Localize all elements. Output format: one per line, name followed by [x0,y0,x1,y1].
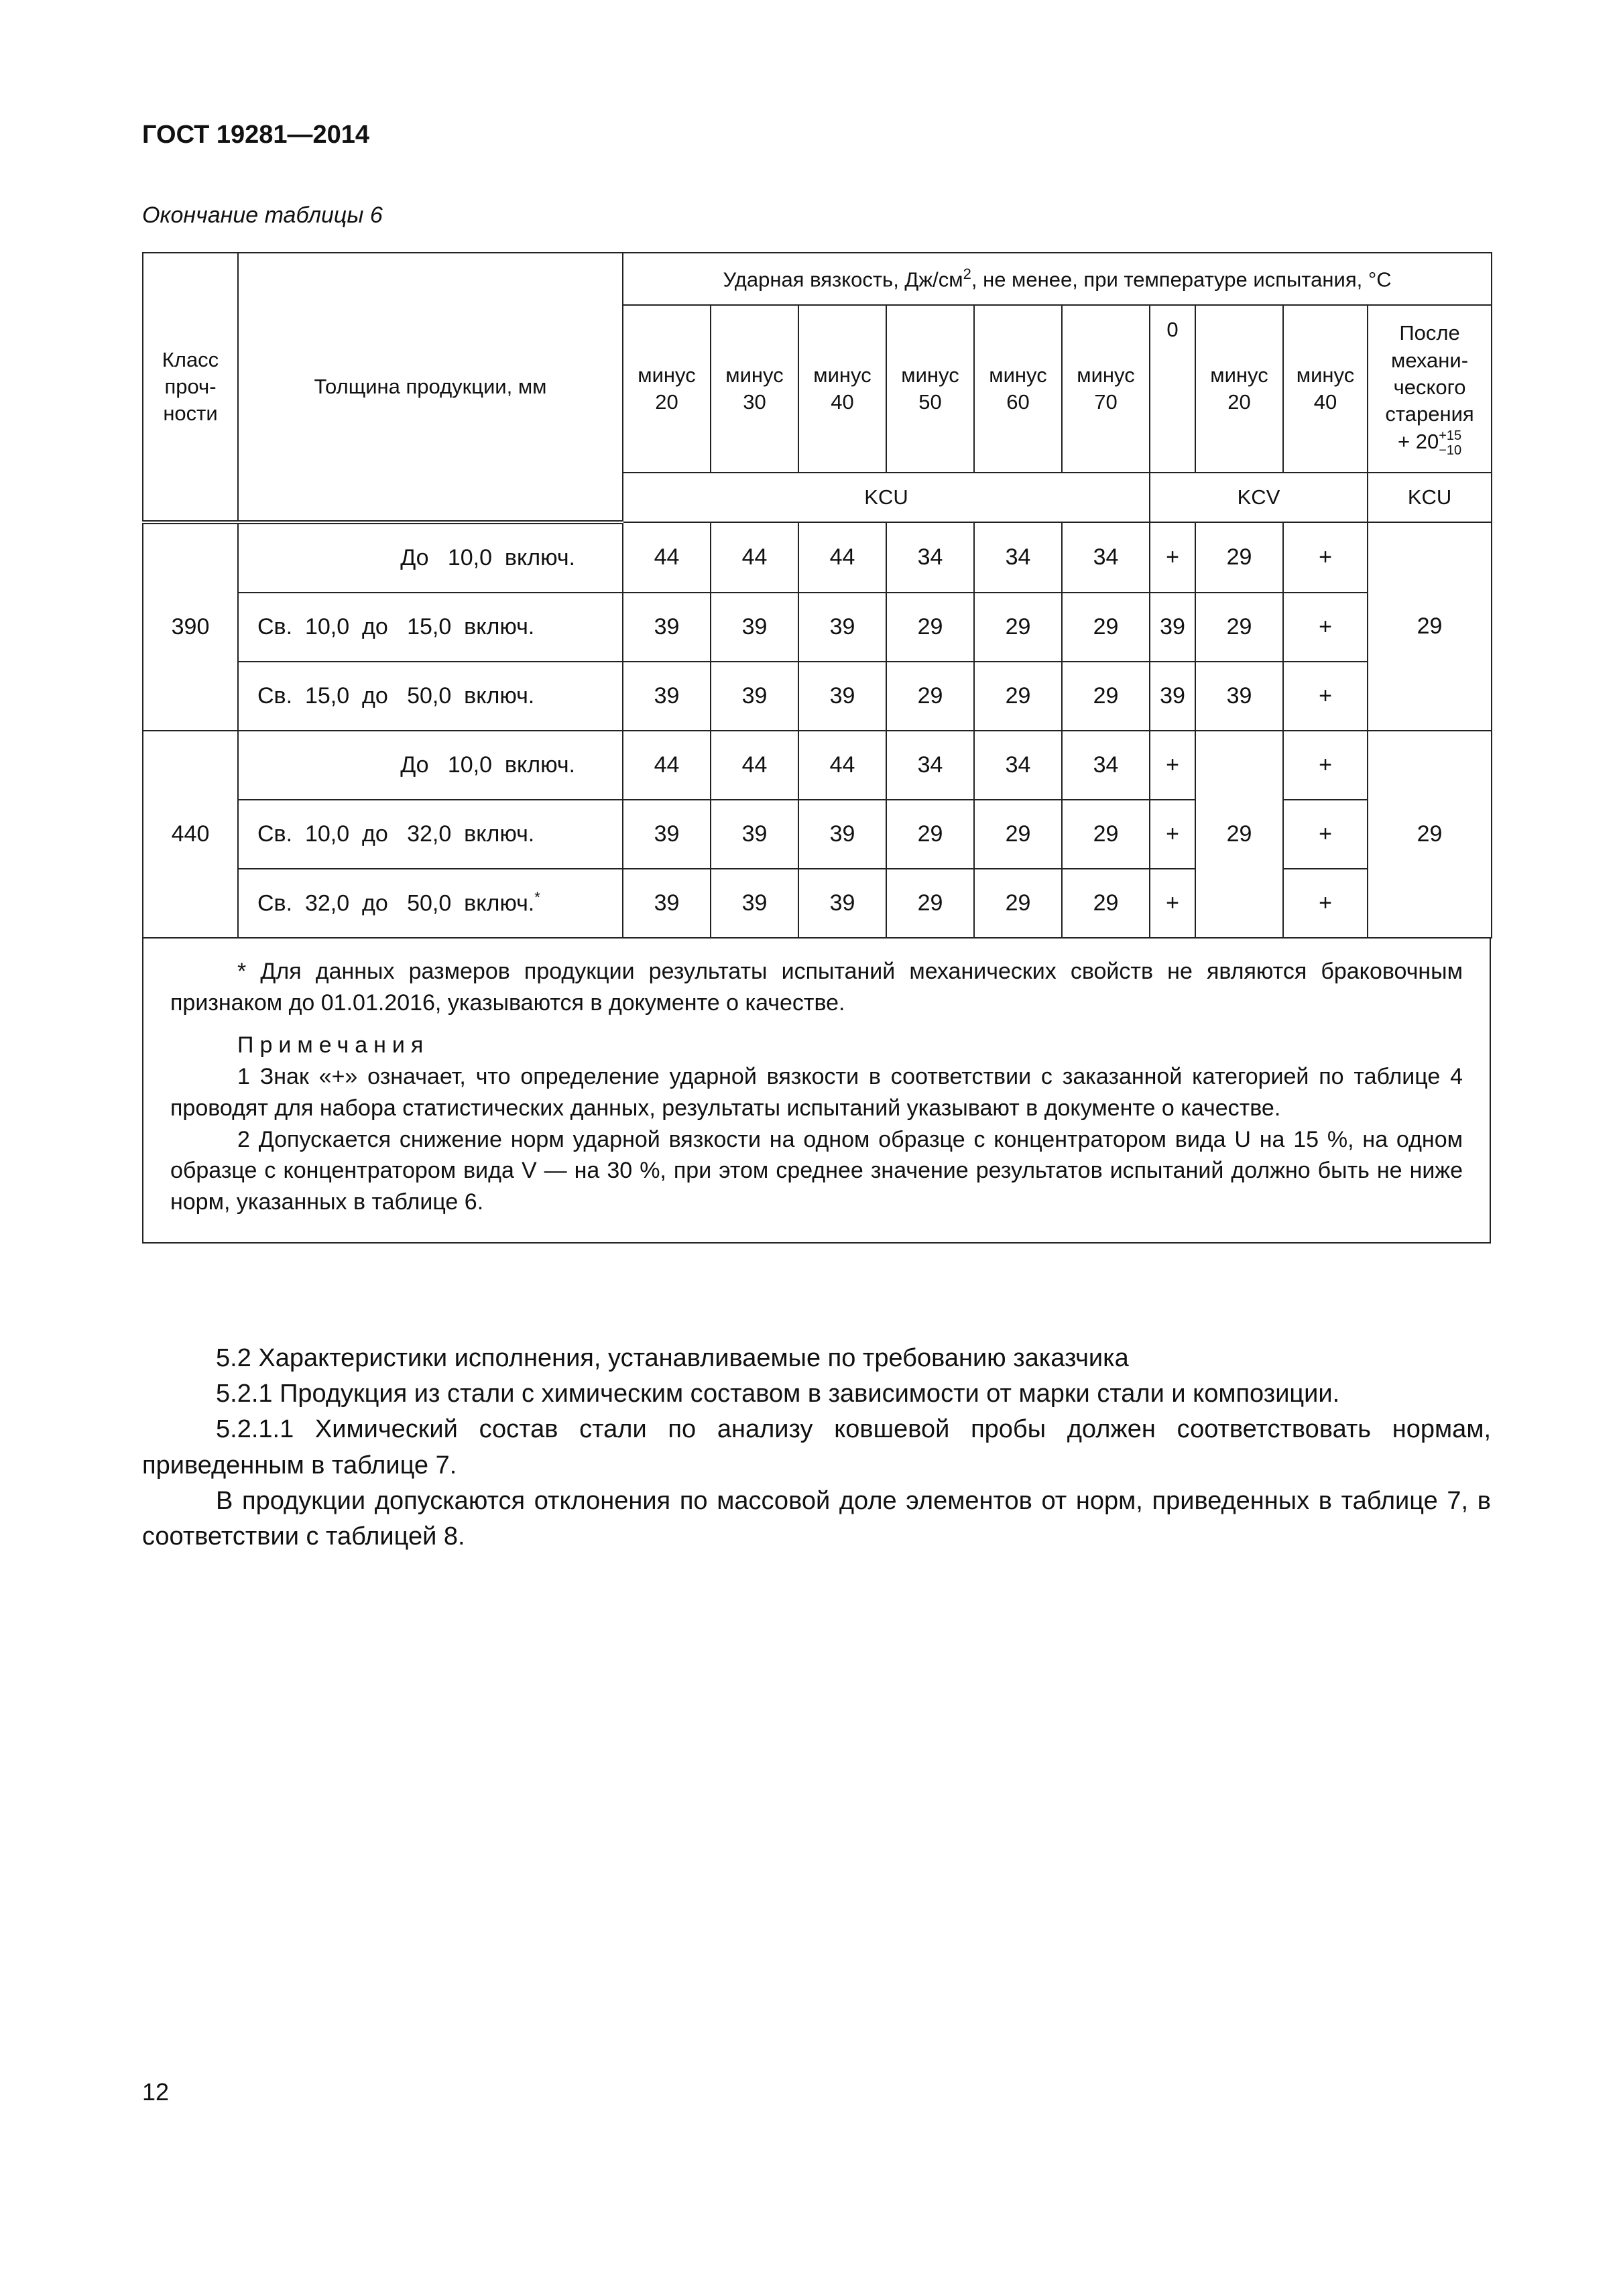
value-cell: + [1283,800,1368,869]
paragraph: 5.2.1.1 Химический состав стали по анализу ковшевой пробы должен соответствовать нормам, приведенным в таблице 7. [142,1415,1491,1479]
table-row [143,731,1492,800]
value-cell: 29 [886,800,974,869]
paragraph: 5.2 Характеристики исполнения, устанавливаемые по требованию заказчика [216,1344,1129,1372]
value-cell: 29 [1062,800,1150,869]
value-cell: + [1283,593,1368,662]
impact-sup: 2 [963,265,971,282]
temp-header: минус 60 [974,305,1062,473]
value-cell: 39 [798,869,886,938]
thickness-text: Св. 32,0 до 50,0 включ. [257,890,535,916]
temp-header: минус 20 [623,305,711,473]
value-cell: 39 [623,662,711,731]
temp-header: минус 70 [1062,305,1150,473]
value-cell: 34 [1062,522,1150,593]
temp-header: минус 20 [1195,305,1283,473]
value-cell: 34 [886,731,974,800]
value-cell: 39 [798,662,886,731]
impact-strength-table [142,252,1492,939]
aging-value-cell: 29 [1368,731,1492,938]
value-cell: 39 [1150,593,1195,662]
class-cell: 390 [143,522,238,731]
footnote: * Для данных размеров продукции результаты испытаний механических свойств не являются браковочным признаком до 01.01.2016, указываются в документе о качестве. [170,959,1463,1016]
value-cell: 44 [798,522,886,593]
table-row [143,662,1492,731]
temp-header: минус 30 [711,305,798,473]
temp-header: 0 [1150,305,1195,473]
value-cell: 29 [886,869,974,938]
value-cell: 29 [974,800,1062,869]
table-row [143,800,1492,869]
value-cell: 29 [974,593,1062,662]
after-aging-label: После механи-ческого старения [1385,321,1474,426]
body-text [142,1341,1491,1555]
table-caption: Окончание таблицы 6 [142,202,383,228]
value-cell: + [1283,731,1368,800]
thickness-cell: Св. 10,0 до 32,0 включ. [238,800,623,869]
table-row [143,869,1492,938]
value-cell: 29 [1062,593,1150,662]
thickness-cell: До 10,0 включ. [238,731,623,800]
thickness-cell: Св. 15,0 до 50,0 включ. [238,662,623,731]
aging-tol-minus: −10 [1439,442,1462,458]
value-cell: + [1150,522,1195,593]
temp-header: минус 40 [1283,305,1368,473]
header-thickness: Толщина продукции, мм [238,253,623,522]
value-cell: + [1150,800,1195,869]
value-cell: 29 [1062,869,1150,938]
notes-title: Примечания [237,1032,430,1058]
value-cell: 29 [886,593,974,662]
value-cell: 39 [798,593,886,662]
impact-table-container [142,252,1491,1244]
paragraph: 5.2.1 Продукция из стали с химическим составом в зависимости от марки стали и композиции. [216,1380,1340,1408]
value-cell: 39 [711,662,798,731]
page-number: 12 [142,2078,170,2106]
impact-label: Ударная вязкость, Дж/см [723,267,963,292]
value-cell: 29 [1195,593,1283,662]
value-cell: 34 [974,522,1062,593]
thickness-cell: До 10,0 включ. [238,522,623,593]
value-cell: 39 [1150,662,1195,731]
thickness-cell: Св. 10,0 до 15,0 включ. [238,593,623,662]
kcv-label: KCV [1150,473,1368,522]
value-cell: 44 [623,731,711,800]
table-notes [142,939,1491,1244]
value-cell: 39 [798,800,886,869]
value-cell: + [1150,731,1195,800]
temp-header: минус 40 [798,305,886,473]
table-row [143,522,1492,593]
value-cell: 29 [1195,522,1283,593]
value-cell: 44 [711,522,798,593]
table-row [143,593,1492,662]
value-cell: 39 [711,593,798,662]
header-after-aging [1368,305,1492,473]
value-cell: 29 [1062,662,1150,731]
kcu-label: KCU [623,473,1150,522]
kcv20-value-cell: 29 [1195,731,1283,938]
value-cell: 29 [974,869,1062,938]
impact-label-rest: , не менее, при температуре испытания, °С [971,267,1392,292]
value-cell: 34 [974,731,1062,800]
value-cell: + [1283,869,1368,938]
value-cell: + [1283,522,1368,593]
kcu-aging-label: KCU [1368,473,1492,522]
aging-value-cell: 29 [1368,522,1492,731]
paragraph: В продукции допускаются отклонения по массовой доле элементов от норм, приведенных в таблице 7, в соответствии с таблицей 8. [142,1486,1491,1551]
temp-header: минус 50 [886,305,974,473]
value-cell: + [1150,869,1195,938]
aging-tolerance [1439,428,1461,458]
value-cell: 44 [623,522,711,593]
value-cell: 39 [623,800,711,869]
value-cell: 44 [798,731,886,800]
value-cell: 39 [1195,662,1283,731]
value-cell: 29 [974,662,1062,731]
value-cell: 39 [711,800,798,869]
value-cell: 34 [1062,731,1150,800]
document-header: ГОСТ 19281—2014 [142,121,370,149]
class-cell: 440 [143,731,238,938]
note-1: 1 Знак «+» означает, что определение ударной вязкости в соответствии с заказанной категорией по таблице 4 проводят для набора статистических данных, результаты испытаний указывают в документе о качестве. [170,1063,1463,1121]
value-cell: 39 [711,869,798,938]
value-cell: 44 [711,731,798,800]
aging-temperature [1371,428,1488,458]
header-class: Класс проч-ности [143,253,238,522]
value-cell: 34 [886,522,974,593]
value-cell: 39 [623,869,711,938]
thickness-cell [238,869,623,938]
value-cell: 39 [623,593,711,662]
header-impact [623,253,1492,305]
note-2: 2 Допускается снижение норм ударной вязкости на одном образце с концентратором вида U на 15 %, на одном образце с концентратором вида V — на 30 %, при этом среднее значение результатов испытаний должно быть не ниже норм, указанных в таблице 6. [170,1126,1463,1215]
value-cell: + [1283,662,1368,731]
aging-tol-plus: +15 [1439,428,1462,443]
footnote-marker: * [534,889,540,906]
value-cell: 29 [886,662,974,731]
aging-temp-value: + 20 [1397,429,1439,453]
